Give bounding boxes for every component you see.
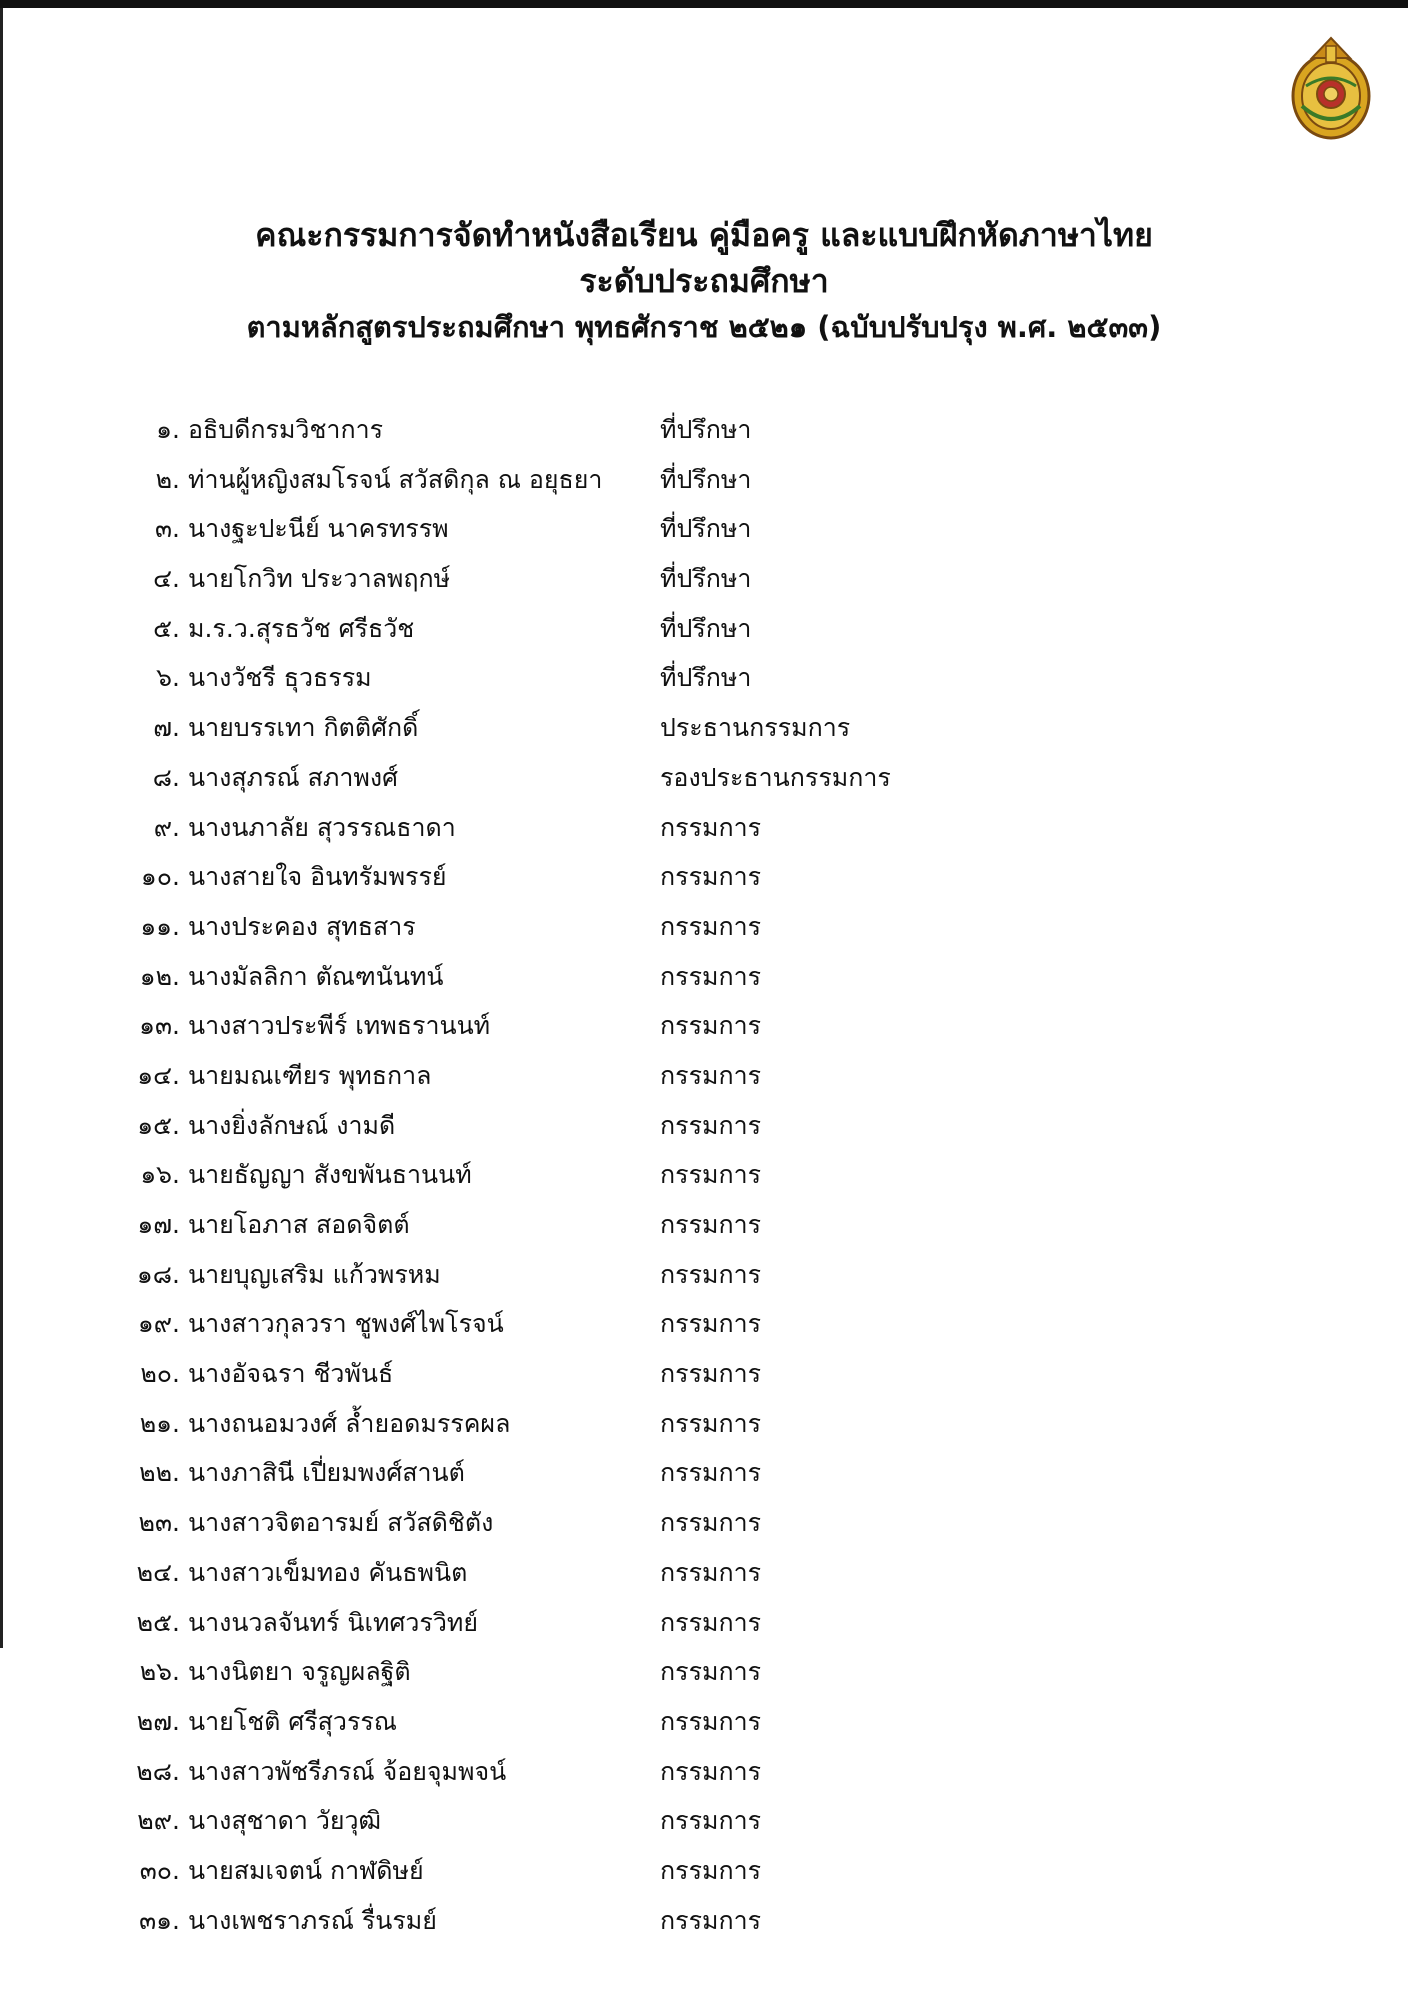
member-row	[108, 509, 1208, 559]
member-name: นางสายใจ อินทรัมพรรย์	[188, 862, 447, 892]
title-line-1: คณะกรรมการจัดทำหนังสือเรียน คู่มือครู และแบบฝึกหัดภาษาไทย	[255, 216, 1153, 254]
member-row	[108, 957, 1208, 1007]
member-row	[108, 1652, 1208, 1702]
member-row	[108, 1503, 1208, 1553]
member-role: ที่ปรึกษา	[660, 564, 752, 594]
member-name: นายโกวิท ประวาลพฤกษ์	[188, 564, 451, 594]
member-number: ๕.	[153, 613, 180, 643]
member-number: ๑๒.	[139, 961, 180, 991]
member-number: ๒๑.	[139, 1408, 180, 1438]
title-line-2: ระดับประถมศึกษา	[579, 262, 829, 300]
member-number: ๑๙.	[137, 1309, 180, 1339]
member-name: นายสมเจตน์ กาฬดิษย์	[188, 1855, 424, 1885]
member-number: ๗.	[153, 713, 180, 743]
member-number: ๒๖.	[139, 1657, 180, 1687]
member-row	[108, 1155, 1208, 1205]
member-role: ที่ปรึกษา	[660, 415, 752, 444]
member-number: ๙.	[153, 812, 180, 842]
member-name: ม.ร.ว.สุรธวัช ศรีธวัช	[188, 613, 415, 643]
member-role: กรรมการ	[660, 1408, 762, 1438]
member-number: ๘.	[152, 762, 180, 792]
member-number: ๓๑.	[139, 1905, 180, 1935]
member-name: นายโชติ ศรีสุวรรณ	[188, 1706, 397, 1736]
member-row	[108, 559, 1208, 609]
member-number: ๒๘.	[136, 1756, 180, 1786]
member-number: ๒๐.	[140, 1359, 180, 1389]
member-row	[108, 1404, 1208, 1454]
member-role: กรรมการ	[660, 1458, 762, 1488]
member-name: นางนภาลัย สุวรรณธาดา	[188, 812, 456, 842]
member-name: นางนิตยา จรูญผลฐิติ	[188, 1657, 411, 1687]
member-row	[108, 658, 1208, 708]
member-number: ๒๗.	[136, 1706, 180, 1736]
member-number: ๑๖.	[140, 1160, 180, 1190]
member-row	[108, 907, 1208, 957]
member-row	[108, 1553, 1208, 1603]
member-row	[108, 1603, 1208, 1653]
member-name: อธิบดีกรมวิชาการ	[188, 415, 384, 444]
member-row	[108, 758, 1208, 808]
member-name: นายบรรเทา กิตติศักดิ์	[188, 713, 419, 743]
member-role: กรรมการ	[660, 862, 762, 892]
member-row	[108, 1006, 1208, 1056]
member-role: กรรมการ	[660, 1359, 762, 1389]
member-name: นางเพชราภรณ์ รื่นรมย์	[188, 1905, 437, 1935]
member-number: ๒๓.	[138, 1508, 180, 1538]
member-name: นางสาวจิตอารมย์ สวัสดิชิตัง	[188, 1508, 494, 1538]
member-name: นางวัชรี ธุวธรรม	[188, 663, 372, 693]
member-role: กรรมการ	[660, 1806, 762, 1836]
member-number: ๒๔.	[136, 1557, 180, 1587]
member-number: ๑๔.	[137, 1060, 180, 1090]
member-name: นางภาสินี เปี่ยมพงศ์สานต์	[188, 1458, 465, 1488]
member-name: นางสาวกุลวรา ชูพงศ์ไพโรจน์	[188, 1309, 504, 1339]
member-role: กรรมการ	[660, 1160, 762, 1190]
member-role: กรรมการ	[660, 1011, 762, 1041]
member-row	[108, 1752, 1208, 1802]
member-row	[108, 1255, 1208, 1305]
member-name: นายโอภาส สอดจิตต์	[188, 1210, 410, 1239]
member-number: ๒.	[155, 464, 180, 494]
member-number: ๓๐.	[139, 1855, 180, 1885]
member-role: กรรมการ	[660, 1309, 762, 1339]
member-row	[108, 1901, 1208, 1951]
member-name: นายมณเฑียร พุทธกาล	[188, 1060, 432, 1090]
member-name: นางยิ่งลักษณ์ งามดี	[188, 1110, 396, 1140]
member-row	[108, 609, 1208, 659]
member-row	[108, 1702, 1208, 1752]
member-name: นางนวลจันทร์ นิเทศวรวิทย์	[188, 1607, 478, 1637]
member-row	[108, 1106, 1208, 1156]
member-row	[108, 1851, 1208, 1901]
member-name: นางอัจฉรา ชีวพันธ์	[188, 1359, 394, 1389]
member-name: ท่านผู้หญิงสมโรจน์ สวัสดิกุล ณ อยุธยา	[188, 464, 603, 494]
member-role: กรรมการ	[660, 1259, 762, 1289]
member-name: นางสุชาดา วัยวุฒิ	[188, 1806, 382, 1836]
member-role: กรรมการ	[660, 961, 762, 991]
member-row	[108, 1801, 1208, 1851]
member-number: ๒๒.	[139, 1458, 180, 1488]
member-number: ๔.	[153, 564, 180, 594]
member-number: ๖.	[156, 663, 180, 693]
member-name: นางสาวพัชรีภรณ์ จ้อยจุมพจน์	[188, 1756, 507, 1786]
member-number: ๑.	[156, 415, 180, 444]
member-role: กรรมการ	[660, 911, 762, 941]
document-title	[0, 212, 1408, 350]
member-role: กรรมการ	[660, 1607, 762, 1637]
member-role: กรรมการ	[660, 1657, 762, 1687]
member-number: ๑๘.	[136, 1259, 180, 1289]
member-row	[108, 1205, 1208, 1255]
member-role: กรรมการ	[660, 1110, 762, 1140]
top-border	[0, 0, 1408, 8]
member-role: ประธานกรรมการ	[660, 713, 851, 743]
member-number: ๒๙.	[137, 1806, 180, 1836]
member-row	[108, 857, 1208, 907]
member-row	[108, 1304, 1208, 1354]
member-row	[108, 708, 1208, 758]
member-role: ที่ปรึกษา	[660, 464, 752, 494]
member-name: นางสาวเข็มทอง คันธพนิต	[188, 1557, 468, 1587]
member-number: ๓.	[154, 514, 180, 544]
member-number: ๑๑.	[140, 911, 180, 941]
member-role: กรรมการ	[660, 1905, 762, 1935]
member-number: ๒๕.	[136, 1607, 180, 1637]
member-role: ที่ปรึกษา	[660, 663, 752, 693]
member-row	[108, 1354, 1208, 1404]
member-row	[108, 1056, 1208, 1106]
member-row	[108, 460, 1208, 510]
member-name: นางสุภรณ์ สภาพงศ์	[188, 762, 398, 792]
ministry-of-education-seal-icon	[1290, 36, 1372, 140]
member-row	[108, 410, 1208, 460]
member-role: กรรมการ	[660, 1060, 762, 1090]
member-name: นางถนอมวงศ์ ล้ำยอดมรรคผล	[188, 1408, 511, 1438]
member-name: นางฐะปะนีย์ นาครทรรพ	[188, 514, 449, 544]
member-role: ที่ปรึกษา	[660, 514, 752, 544]
member-number: ๑๗.	[137, 1210, 180, 1239]
member-role: ที่ปรึกษา	[660, 613, 752, 643]
committee-roster	[108, 410, 1208, 1950]
member-name: นางสาวประพีร์ เทพธรานนท์	[188, 1011, 491, 1041]
title-line-3: ตามหลักสูตรประถมศึกษา พุทธศักราช ๒๕๒๑ (ฉบับปรับปรุง พ.ศ. ๒๕๓๓)	[246, 310, 1162, 344]
member-name: นายบุญเสริม แก้วพรหม	[188, 1259, 441, 1289]
member-name: นางมัลลิกา ตัณฑนันทน์	[188, 961, 444, 991]
member-row	[108, 808, 1208, 858]
member-row	[108, 1453, 1208, 1503]
member-name: นางประคอง สุทธสาร	[188, 911, 416, 941]
member-role: กรรมการ	[660, 1706, 762, 1736]
member-role: กรรมการ	[660, 1756, 762, 1786]
member-number: ๑๐.	[140, 862, 180, 892]
member-number: ๑๕.	[137, 1110, 180, 1140]
member-name: นายธัญญา สังขพันธานนท์	[188, 1160, 472, 1190]
member-role: กรรมการ	[660, 1508, 762, 1538]
member-role: กรรมการ	[660, 1557, 762, 1587]
member-role: กรรมการ	[660, 812, 762, 842]
member-number: ๑๓.	[139, 1011, 180, 1041]
member-role: กรรมการ	[660, 1210, 762, 1239]
member-role: กรรมการ	[660, 1855, 762, 1885]
member-role: รองประธานกรรมการ	[660, 762, 891, 792]
